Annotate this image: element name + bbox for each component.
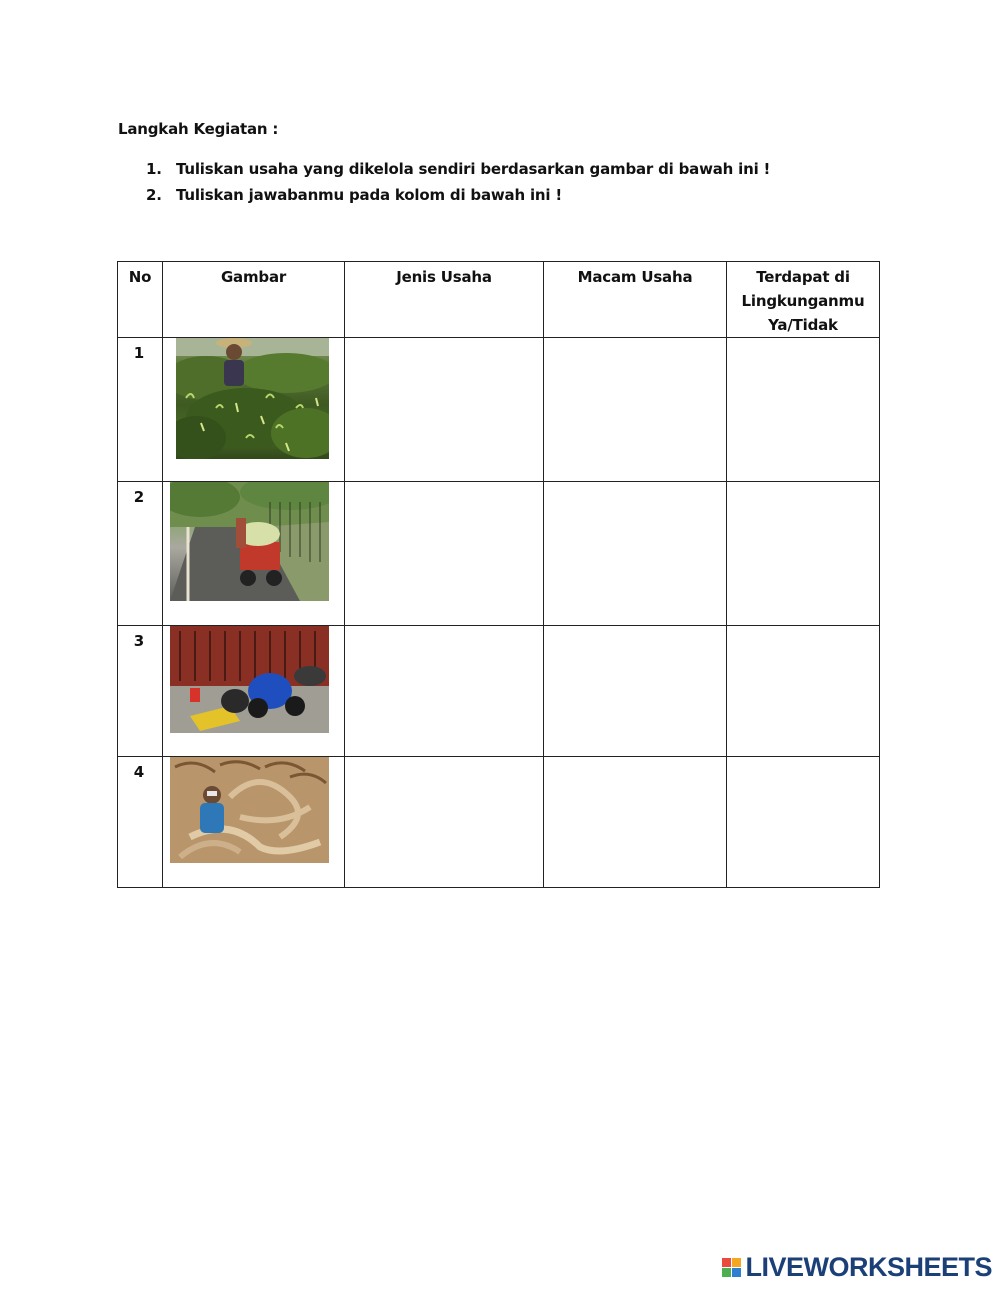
header-jenis-usaha: Jenis Usaha — [345, 262, 544, 338]
table-row — [118, 757, 880, 888]
answer-cell-jenis-usaha[interactable] — [345, 757, 544, 888]
header-terdapat-line: Ya/Tidak — [768, 316, 838, 334]
photo-cell — [163, 482, 345, 626]
instruction-text: Tuliskan jawabanmu pada kolom di bawah ini ! — [176, 186, 562, 204]
table-row — [118, 482, 880, 626]
instruction-text: Tuliskan usaha yang dikelola sendiri berdasarkan gambar di bawah ini ! — [176, 160, 771, 178]
header-row — [118, 262, 880, 338]
worksheet-table — [117, 261, 880, 888]
table-row — [118, 338, 880, 482]
answer-cell-macam-usaha[interactable] — [544, 626, 727, 757]
instruction-item — [146, 160, 770, 186]
street-vendor-photo — [170, 482, 329, 601]
header-macam-usaha: Macam Usaha — [544, 262, 727, 338]
answer-cell-macam-usaha[interactable] — [544, 482, 727, 626]
answer-cell-terdapat[interactable] — [727, 626, 880, 757]
motorcycle-workshop-photo — [170, 626, 329, 733]
table-row — [118, 626, 880, 757]
row-number: 3 — [118, 626, 163, 757]
instruction-number: 2. — [146, 186, 162, 204]
instruction-list — [146, 160, 770, 212]
activity-heading: Langkah Kegiatan : — [118, 120, 279, 138]
chili-farmer-photo — [176, 338, 329, 459]
answer-cell-terdapat[interactable] — [727, 482, 880, 626]
row-number: 2 — [118, 482, 163, 626]
header-terdapat-line: Terdapat di — [756, 268, 850, 286]
rattan-furniture-photo — [170, 757, 329, 863]
answer-cell-macam-usaha[interactable] — [544, 338, 727, 482]
photo-cell — [163, 757, 345, 888]
photo-cell — [163, 338, 345, 482]
row-number: 1 — [118, 338, 163, 482]
instruction-item — [146, 186, 770, 212]
answer-cell-terdapat[interactable] — [727, 757, 880, 888]
logo-text: LIVEWORKSHEETS — [745, 1252, 992, 1282]
header-terdapat-line: Lingkunganmu — [741, 292, 865, 310]
instruction-number: 1. — [146, 160, 162, 178]
answer-cell-jenis-usaha[interactable] — [345, 626, 544, 757]
header-terdapat — [727, 262, 880, 338]
answer-cell-jenis-usaha[interactable] — [345, 482, 544, 626]
answer-cell-terdapat[interactable] — [727, 338, 880, 482]
liveworksheets-logo — [722, 1252, 992, 1283]
header-gambar: Gambar — [163, 262, 345, 338]
answer-cell-jenis-usaha[interactable] — [345, 338, 544, 482]
logo-mark-icon — [722, 1258, 741, 1277]
row-number: 4 — [118, 757, 163, 888]
header-no: No — [118, 262, 163, 338]
photo-cell — [163, 626, 345, 757]
answer-cell-macam-usaha[interactable] — [544, 757, 727, 888]
